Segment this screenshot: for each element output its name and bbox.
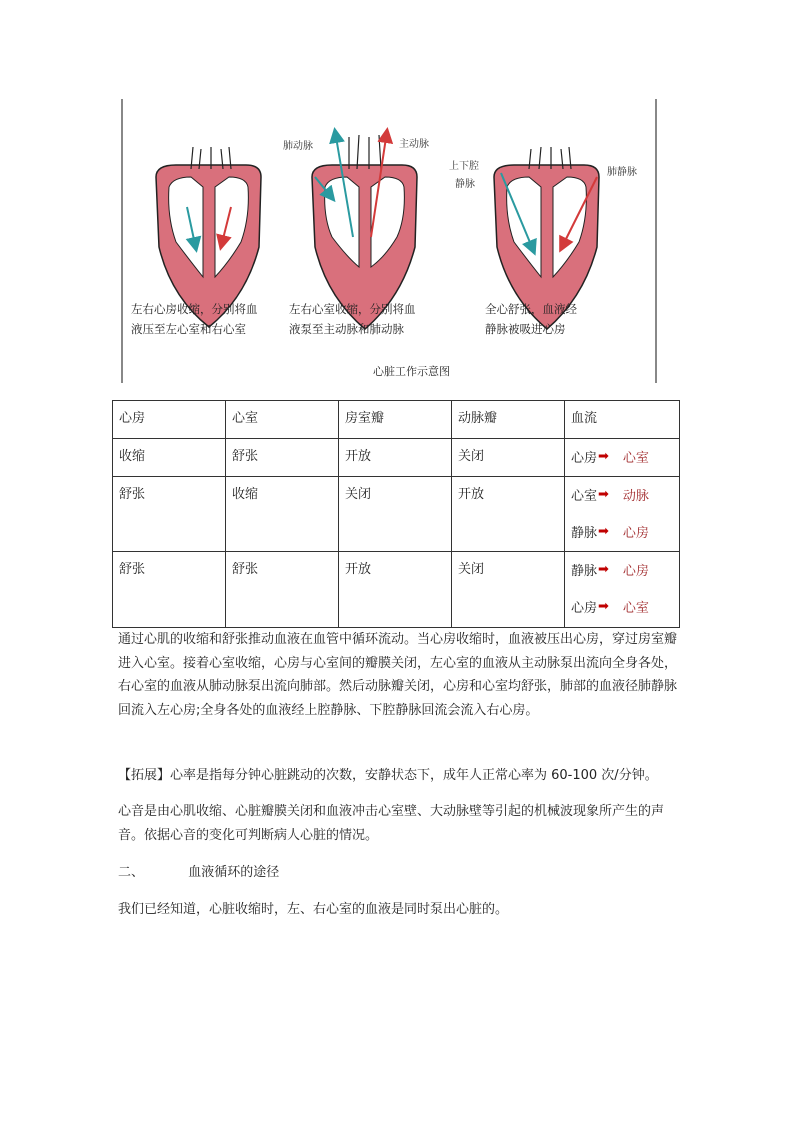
section-title: 血液循环的途径	[188, 865, 280, 880]
flow-to: 心房	[622, 525, 649, 541]
right-arrow-icon: ➡	[598, 523, 609, 539]
label-vena-cava-2: 静脉	[455, 179, 475, 190]
table-header-cell: 血流	[565, 401, 680, 439]
caption-3: 全心舒张，血液经 静脉被吸进心房	[485, 302, 577, 336]
flow-item	[571, 520, 673, 542]
table-cell: 关闭	[339, 477, 452, 552]
flow-from: 静脉	[571, 563, 598, 579]
paragraph-heart-rate: 【拓展】心率是指每分钟心脏跳动的次数，安静状态下，成年人正常心率为 60-100 次/分钟。	[118, 768, 658, 783]
flow-to: 心房	[622, 563, 649, 579]
caption-2: 左右心室收缩，分别将血 液泵至主动脉和肺动脉	[289, 302, 416, 336]
table-cell: 收缩	[113, 439, 226, 477]
caption-1: 左右心房收缩，分别将血 液压至左心室和右心室	[131, 302, 258, 336]
label-vena-cava-1: 上下腔	[449, 161, 479, 172]
flow-item	[571, 558, 673, 580]
table-cell: 开放	[339, 439, 452, 477]
flow-item	[571, 483, 673, 505]
heart-diagram-illustration	[123, 99, 655, 383]
table-cell: 收缩	[226, 477, 339, 552]
flow-to: 心室	[622, 600, 649, 616]
table-cell: 关闭	[452, 439, 565, 477]
paragraph-heart-function: 通过心肌的收缩和舒张推动血液在血管中循环流动。当心房收缩时，血液被压出心房，穿过房室瓣进入心室。接着心室收缩，心房与心室间的瓣膜关闭，左心室的血液从主动脉泵出流向全身各处，右心室的血液从肺动脉泵出流向肺部。然后动脉瓣关闭，心房和心室均舒张，肺部的血液径肺静脉回流入左心房;全身各处的血液经上腔静脉、下腔静脉回流会流入右心房。	[118, 632, 678, 718]
blood-flow-cell	[565, 552, 680, 628]
table-row	[113, 477, 680, 552]
right-arrow-icon: ➡	[598, 561, 609, 577]
flow-from: 心室	[571, 488, 598, 504]
paragraph-heart-sound: 心音是由心肌收缩、心脏瓣膜关闭和血液冲击心室壁、大动脉壁等引起的机械波现象所产生的声音。依据心音的变化可判断病人心脏的情况。	[118, 804, 665, 843]
flow-to: 心室	[622, 450, 649, 466]
flow-to: 动脉	[622, 488, 649, 504]
table-cell: 舒张	[113, 552, 226, 628]
table-cell: 开放	[452, 477, 565, 552]
table-cell: 舒张	[226, 439, 339, 477]
table-header-row	[113, 401, 680, 439]
table-cell: 舒张	[226, 552, 339, 628]
blood-flow-cell	[565, 439, 680, 477]
table-cell: 关闭	[452, 552, 565, 628]
table-cell: 开放	[339, 552, 452, 628]
label-pulmonary-artery: 肺动脉	[283, 141, 313, 152]
flow-item	[571, 595, 673, 617]
heart-diagram-figure	[121, 99, 657, 383]
flow-item	[571, 445, 673, 467]
flow-from: 心房	[571, 600, 598, 616]
table-row	[113, 552, 680, 628]
table-row	[113, 439, 680, 477]
right-arrow-icon: ➡	[598, 448, 609, 464]
figure-title: 心脏工作示意图	[373, 365, 450, 378]
table-header-cell: 动脉瓣	[452, 401, 565, 439]
blood-flow-cell	[565, 477, 680, 552]
table-header-cell: 心房	[113, 401, 226, 439]
label-pulmonary-vein: 肺静脉	[607, 167, 637, 178]
heart-cycle-table	[112, 400, 680, 628]
table-header-cell: 心室	[226, 401, 339, 439]
flow-from: 静脉	[571, 525, 598, 541]
flow-from: 心房	[571, 450, 598, 466]
section-number: 二、	[118, 865, 145, 880]
right-arrow-icon: ➡	[598, 598, 609, 614]
paragraph-circulation: 我们已经知道，心脏收缩时，左、右心室的血液是同时泵出心脏的。	[118, 902, 509, 917]
section-heading	[118, 861, 678, 885]
table-cell: 舒张	[113, 477, 226, 552]
label-aorta: 主动脉	[399, 139, 429, 150]
right-arrow-icon: ➡	[598, 486, 609, 502]
table-header-cell: 房室瓣	[339, 401, 452, 439]
